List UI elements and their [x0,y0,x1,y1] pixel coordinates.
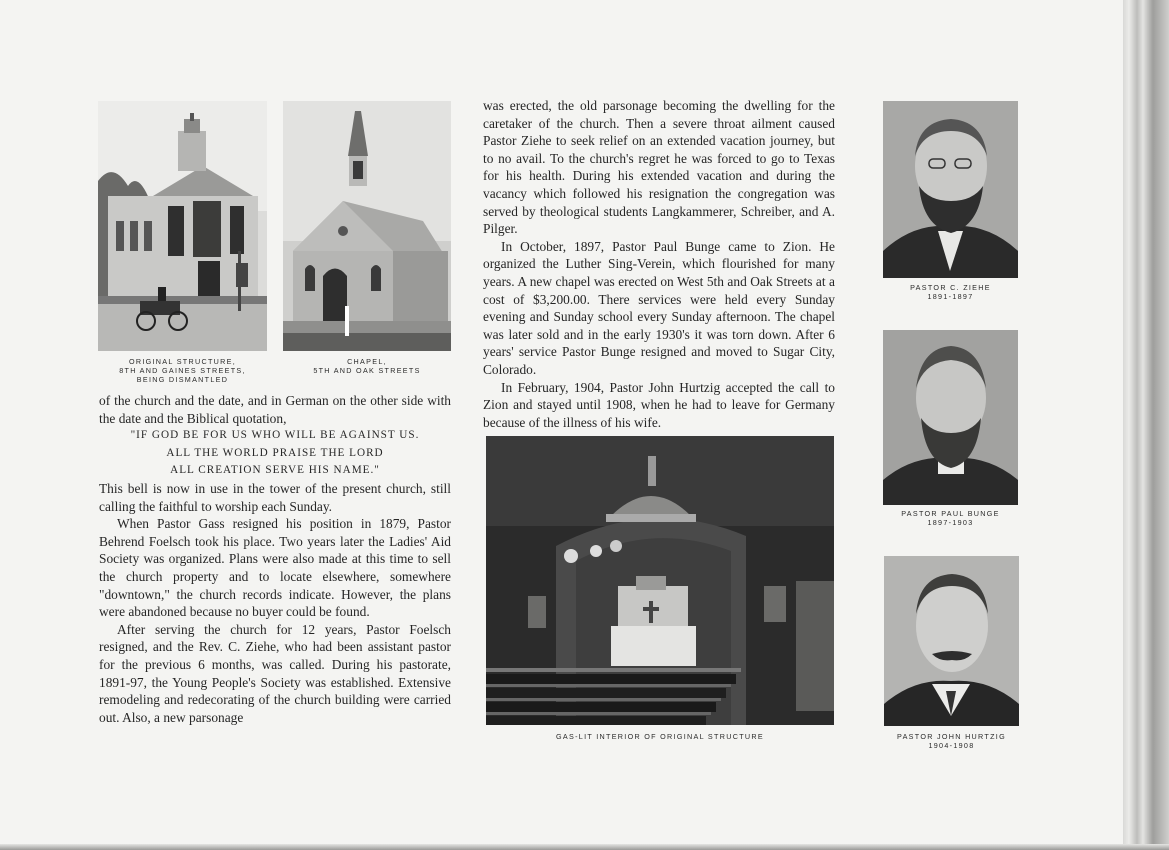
bell-quotation: "IF GOD BE FOR US WHO WILL BE AGAINST US. ALL THE WORLD PRAISE THE LORD ALL CREATION SERVE HIS NAME." [130,429,420,477]
interior-caption: GAS-LIT INTERIOR OF ORIGINAL STRUCTURE [556,732,764,741]
middle-paragraph-2: In October, 1897, Pastor Paul Bunge came to Zion. He organized the Luther Sing-Verein, which flourished for many years. A new chapel was erected on West 5th and Oak Streets at a cost of $3,200.00. There services were held every Sunday evening and Sunday school every Sunday afternoon. The chapel was later sold and in the early 1930's it was torn down. After 6 years' service Pastor Bunge resigned and moved to Sugar City, Colorado. [483,238,835,377]
left-column-text [99,392,451,726]
left-paragraph-4: After serving the church for 12 years, Pastor Foelsch resigned, and the Rev. C. Ziehe, who had been assistant pastor for the previous 6 months, was called. During his pastorate, 1891-97, the Young People's Society was established. Extensive remodeling and redecorating of the church building were carried out. Also, a new parsonage [99,621,451,725]
interior-photo [486,436,834,725]
page-bottom-edge [0,844,1169,850]
left-paragraph-2: This bell is now in use in the tower of the present church, still calling the faithful to worship each Sunday. [99,480,451,514]
chapel-photo [283,101,451,351]
left-paragraph-3: When Pastor Gass resigned his position in 1879, Pastor Behrend Foelsch took his place. Two years later the Ladies' Aid Society was organized. Plans were also made at this time to sell the church property and to locate elsewhere, somewhere "downtown," the church records indicate. However, the plans were abandoned because no buyer could be found. [99,516,451,620]
middle-paragraph-3: In February, 1904, Pastor John Hurtzig accepted the call to Zion and stayed until 1908, when he had to leave for Germany because of the illness of his wife. [483,379,835,430]
pastor-ziehe-caption: PASTOR C. ZIEHE 1891-1897 [910,283,991,301]
middle-column-text [483,97,835,431]
pastor-hurtzig-portrait [884,556,1019,726]
chapel-caption: CHAPEL, 5TH AND OAK STREETS [313,357,421,375]
original-structure-caption: ORIGINAL STRUCTURE, 8TH AND GAINES STREETS, BEING DISMANTLED [119,357,246,384]
left-paragraph-1: of the church and the date, and in German on the other side with the date and the Biblical quotation, [99,393,451,426]
page-binding-edge [1123,0,1169,850]
pastor-ziehe-portrait [883,101,1018,278]
pastor-bunge-caption: PASTOR PAUL BUNGE 1897-1903 [901,509,1000,527]
pastor-bunge-portrait [883,330,1018,505]
pastor-hurtzig-caption: PASTOR JOHN HURTZIG 1904-1908 [897,732,1006,750]
original-structure-photo [98,101,267,351]
middle-paragraph-1: was erected, the old parsonage becoming the dwelling for the caretaker of the church. Then a severe throat ailment caused Pastor Ziehe to seek relief on an extended vacation journey, but to no avail. To the church's regret he was forced to go to Texas for his health. During his extended vacation and during the vacancy which followed his resignation the congregation was served by theological students Langkammerer, Schreiber, and A. Pilger. [483,98,835,237]
